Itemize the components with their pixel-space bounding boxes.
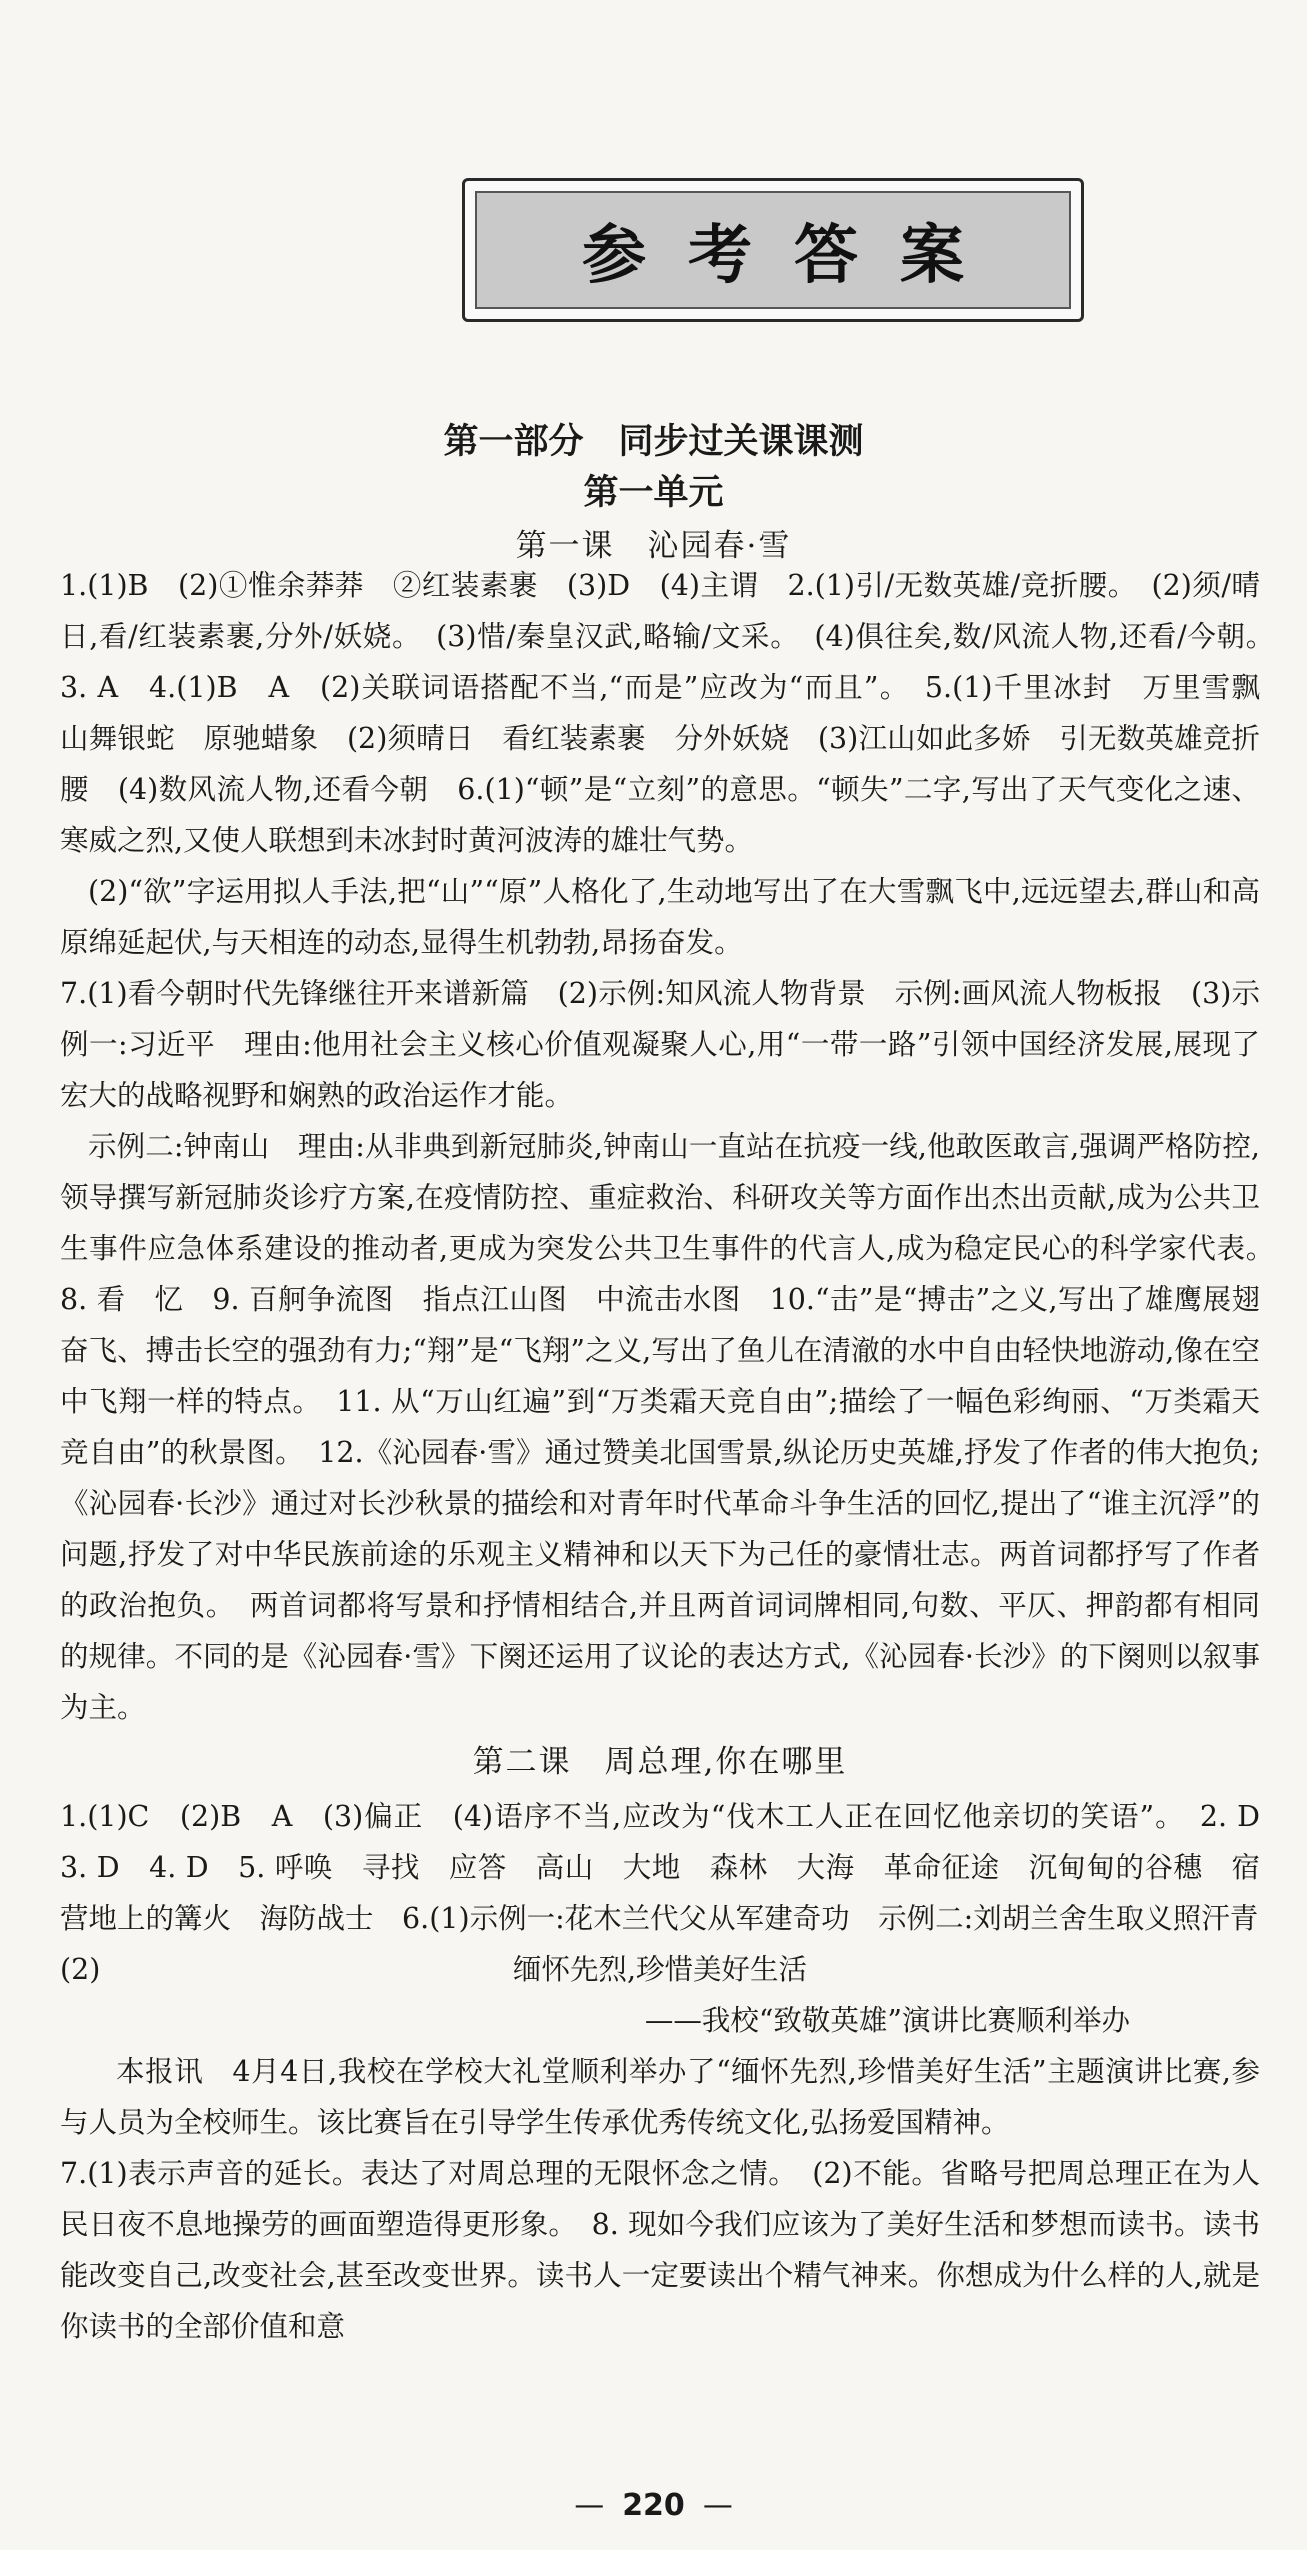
news-article-title-row	[60, 1944, 1260, 1995]
page-number	[0, 2488, 1307, 2523]
unit-title: 第一单元	[583, 473, 724, 513]
lesson-1-answers-7-12: 示例二:钟南山 理由:从非典到新冠肺炎,钟南山一直站在抗疫一线,他敢医敢言,强调严格防控,领导撰写新冠肺炎诊疗方案,在疫情防控、重症救治、科研攻关等方面作出杰出贡献,成为公共卫生事件应急体系建设的推动者,更成为突发公共卫生事件的代言人,成为稳定民心的科学家代表。 8. 看 忆 9. 百舸争流图 指点江山图 中流击水图 10.“击”是“搏击”之义,写出了雄鹰展翅奋飞、搏击长空的强劲有力;“翔”是“飞翔”之义,写出了鱼儿在清澈的水中自由轻快地游动,像在空中飞翔一样的特点。 11. 从“万山红遍”到“万类霜天竞自由”;描绘了一幅色彩绚丽、“万类霜天竞自由”的秋景图。 12.《沁园春·雪》通过赞美北国雪景,纵论历史英雄,抒发了作者的伟大抱负;《沁园春·长沙》通过对长沙秋景的描绘和对青年时代革命斗争生活的回忆,提出了“谁主沉浮”的问题,抒发了对中华民族前途的乐观主义精神和以天下为己任的豪情壮志。两首词都抒写了作者的政治抱负。 两首词都将写景和抒情相结合,并且两首词词牌相同,句数、平仄、押韵都有相同的规律。不同的是《沁园春·雪》下阕还运用了议论的表达方式,《沁园春·长沙》的下阕则以叙事为主。	[60, 1130, 1289, 1724]
lesson-1-title: 第一课 沁园春·雪	[515, 528, 792, 564]
page-number-value: 220	[622, 2488, 685, 2523]
lesson-1-answer-7: 7.(1)看今朝时代先锋继往开来谱新篇 (2)示例:知风流人物背景 示例:画风流人物板报 (3)示例一:习近平 理由:他用社会主义核心价值观凝聚人心,用“一带一路”引领中国经济发展,展现了宏大的战略视野和娴熟的政治运作才能。	[60, 977, 1260, 1112]
news-article-subtitle: ——我校“致敬英雄”演讲比赛顺利举办	[644, 2004, 1130, 2037]
page-number-right-dash: —	[702, 2488, 733, 2523]
lesson-2-answers-1-6: 1.(1)C (2)B A (3)偏正 (4)语序不当,应改为“伐木工人正在回忆他亲切的笑语”。 2. D 3. D 4. D 5. 呼唤 寻找 应答 高山 大地 森林 大海 革命征途 沉甸甸的谷穗 宿营地上的篝火 海防战士 6.(1)示例一:花木兰代父从军建奇功 示例二:刘胡兰舍生取义照汗青	[60, 1800, 1289, 1935]
page-number-left-dash: —	[574, 2488, 605, 2523]
lesson-2-answers-7-8: 7.(1)表示声音的延长。表达了对周总理的无限怀念之情。 (2)不能。省略号把周总理正在为人民日夜不息地操劳的画面塑造得更形象。 8. 现如今我们应该为了美好生活和梦想而读书。读书能改变自己,改变社会,甚至改变世界。读书人一定要读出个精气神来。你想成为什么样的人,就是你读书的全部价值和意	[60, 2157, 1260, 2343]
lesson-2-title: 第二课 周总理,你在哪里	[472, 1744, 848, 1780]
news-article-title: 缅怀先烈,珍惜美好生活	[512, 1953, 808, 1986]
lesson-2-heading-row	[60, 1733, 1260, 1791]
answer-key-banner	[462, 178, 1084, 322]
lesson-1-answers-1-6: 1.(1)B (2)①惟余莽莽 ②红装素裹 (3)D (4)主谓 2.(1)引/无数英雄/竞折腰。 (2)须/晴日,看/红装素裹,分外/妖娆。 (3)惜/秦皇汉武,略输/文采。 (4)俱往矣,数/风流人物,还看/今朝。 3. A 4.(1)B A (2)关联词语搭配不当,“而是”应改为“而且”。 5.(1)千里冰封 万里雪飘 山舞银蛇 原驰蜡象 (2)须晴日 看红装素裹 分外妖娆 (3)江山如此多娇 引无数英雄竞折腰 (4)数风流人物,还看今朝 6.(1)“顿”是“立刻”的意思。“顿失”二字,写出了天气变化之速、寒威之烈,又使人联想到未冰封时黄河波涛的雄壮气势。	[60, 569, 1289, 857]
item-label: (2)	[60, 1953, 101, 1986]
part-title: 第一部分 同步过关课课测	[443, 422, 864, 462]
answer-content	[60, 560, 1289, 2352]
news-article-body: 本报讯 4月4日,我校在学校大礼堂顺利举办了“缅怀先烈,珍惜美好生活”主题演讲比赛,参与人员为全校师生。该比赛旨在引导学生传承优秀传统文化,弘扬爱国精神。	[60, 2055, 1260, 2139]
lesson-1-answer-6-2: (2)“欲”字运用拟人手法,把“山”“原”人格化了,生动地写出了在大雪飘飞中,远远望去,群山和高原绵延起伏,与天相连的动态,显得生机勃勃,昂扬奋发。	[60, 875, 1260, 959]
banner-title: 参考答案	[582, 219, 1006, 293]
banner-inner-panel	[475, 191, 1071, 309]
